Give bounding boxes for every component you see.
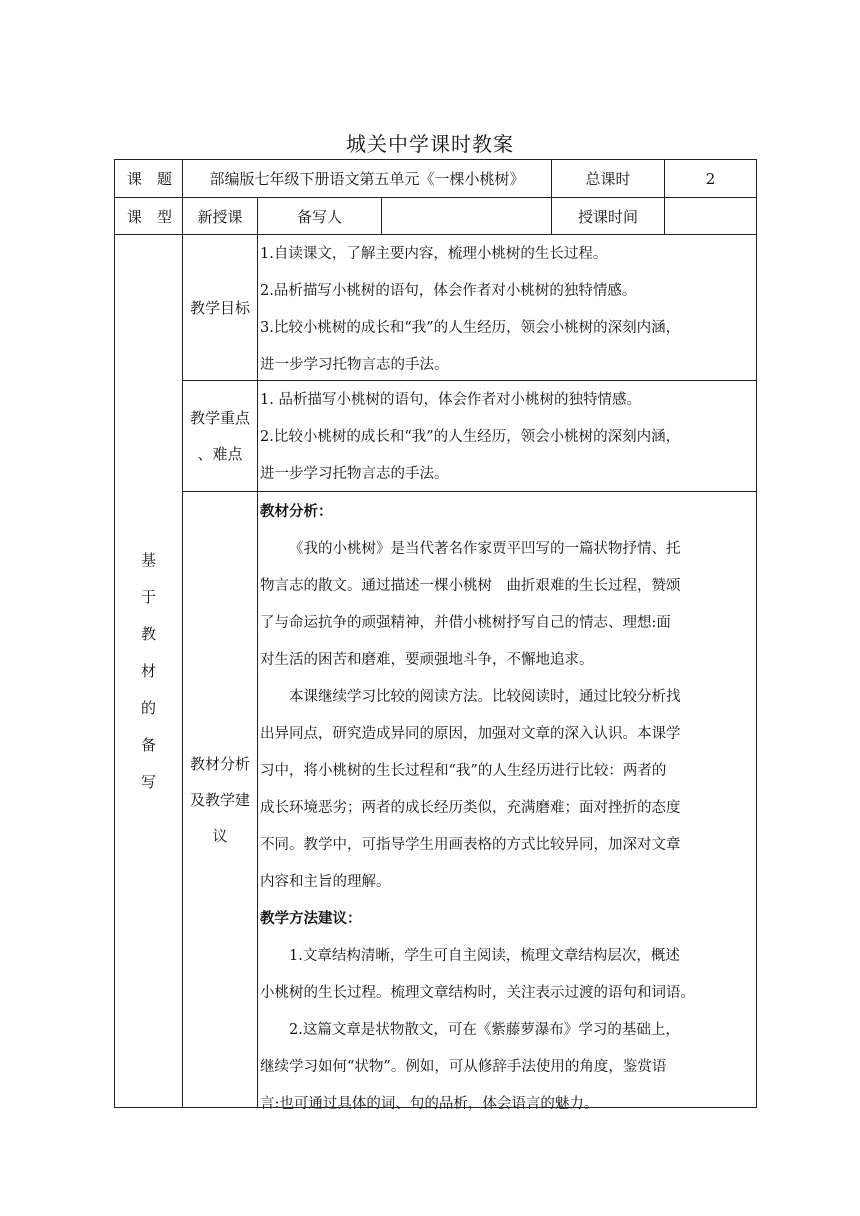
total-periods-value: 2 <box>705 169 716 188</box>
method-paragraph-line: 继续学习如何“状物”。例如，可从修辞手法使用的角度，鉴赏语 <box>260 1059 667 1075</box>
class-time-label: 授课时间 <box>577 207 638 226</box>
section-label-char: 的 <box>140 698 156 717</box>
method-paragraph-line: 2.这篇文章是状物散文，可在《紫藤萝瀑布》学习的基础上， <box>289 1022 680 1038</box>
analysis-paragraph-line: 成长环境恶劣；两者的成长经历类似，充满磨难；面对挫折的态度 <box>260 800 681 816</box>
objective-line: 3.比较小桃树的成长和“我”的人生经历，领会小桃树的深刻内涵， <box>260 320 681 336</box>
analysis-paragraph-line: 了与命运抗争的顽强精神，并借小桃树抒写自己的情志、理想:面 <box>260 615 671 631</box>
analysis-paragraph-line: 内容和主旨的理解。 <box>260 874 391 890</box>
section-label-vertical <box>115 235 182 1107</box>
key-points-label-line-1: 教学重点 <box>189 409 250 427</box>
analysis-content <box>258 494 756 1112</box>
key-point-line: 进一步学习托物言志的手法。 <box>260 466 449 482</box>
preparer-value <box>382 198 551 234</box>
analysis-paragraph-line: 出异同点，研究造成异同的原因，加强对文章的深入认识。本课学 <box>260 726 681 742</box>
section-label-char: 备 <box>140 735 156 754</box>
method-paragraph-line: 1.文章结构清晰，学生可自主阅读，梳理文章结构层次，概述 <box>289 948 680 964</box>
page-title: 城关中学课时教案 <box>346 132 514 156</box>
preparer-label: 备写人 <box>296 207 342 226</box>
total-periods-label: 总课时 <box>585 170 631 188</box>
objectives-label: 教学目标 <box>189 299 250 317</box>
analysis-label-line-3: 议 <box>212 826 228 845</box>
analysis-paragraph-line: 不同。教学中，可指导学生用画表格的方式比较异同，加深对文章 <box>260 837 681 853</box>
table-border-right <box>756 159 757 1108</box>
analysis-label <box>183 492 257 1107</box>
topic-value-text: 部编版七年级下册语文第五单元《一棵小桃树》 <box>209 170 525 188</box>
key-point-line: 1. 品析描写小桃树的语句，体会作者对小桃树的独特情感。 <box>260 392 641 408</box>
objective-line: 进一步学习托物言志的手法。 <box>260 357 449 373</box>
section-label-char: 于 <box>140 587 156 606</box>
analysis-paragraph-line: 习中，将小桃树的生长过程和“我”的人生经历进行比较：两者的 <box>260 763 667 779</box>
analysis-paragraph-line: 本课继续学习比较的阅读方法。比较阅读时，通过比较分析找 <box>289 689 681 705</box>
method-heading: 教学方法建议： <box>260 911 362 927</box>
objectives-content <box>258 236 756 380</box>
analysis-paragraph-line: 物言志的散文。通过描述一棵小桃树 曲折艰难的生长过程，赞颂 <box>260 578 681 594</box>
key-points-label <box>183 381 257 491</box>
analysis-paragraph-line: 《我的小桃树》是当代著名作家贾平凹写的一篇状物抒情、托 <box>289 541 681 557</box>
analysis-label-line-1: 教材分析 <box>189 754 250 773</box>
method-paragraph-line: 言:也可通过具体的词、句的品析，体会语言的魅力。 <box>260 1096 599 1112</box>
section-label-char: 教 <box>140 624 156 643</box>
key-points-label-line-2: 、难点 <box>197 445 243 463</box>
objective-line: 1.自读课文，了解主要内容，梳理小桃树的生长过程。 <box>260 246 608 262</box>
lesson-type-label-char-1: 课 <box>127 207 143 226</box>
lesson-type-label <box>115 198 182 234</box>
key-points-content <box>258 382 756 491</box>
topic-label-char-2: 题 <box>156 170 172 188</box>
section-label-char: 写 <box>140 772 156 791</box>
topic-label-char-1: 课 <box>127 170 143 188</box>
section-label-char: 材 <box>140 661 156 680</box>
analysis-paragraph-line: 对生活的困苦和磨难，要顽强地斗争，不懈地追求。 <box>260 652 594 668</box>
analysis-heading: 教材分析： <box>260 504 333 520</box>
section-label-char: 基 <box>140 550 156 569</box>
analysis-label-line-2: 及教学建 <box>189 790 250 809</box>
topic-label <box>115 160 182 197</box>
topic-value <box>183 160 551 197</box>
class-time-value <box>665 198 756 234</box>
key-point-line: 2.比较小桃树的成长和“我”的人生经历，领会小桃树的深刻内涵， <box>260 429 681 445</box>
lesson-type-label-char-2: 型 <box>156 207 172 226</box>
objective-line: 2.品析描写小桃树的语句，体会作者对小桃树的独特情感。 <box>260 283 637 299</box>
method-paragraph-line: 小桃树的生长过程。梳理文章结构时，关注表示过渡的语句和词语。 <box>260 985 695 1001</box>
lesson-type-value: 新授课 <box>197 207 243 226</box>
